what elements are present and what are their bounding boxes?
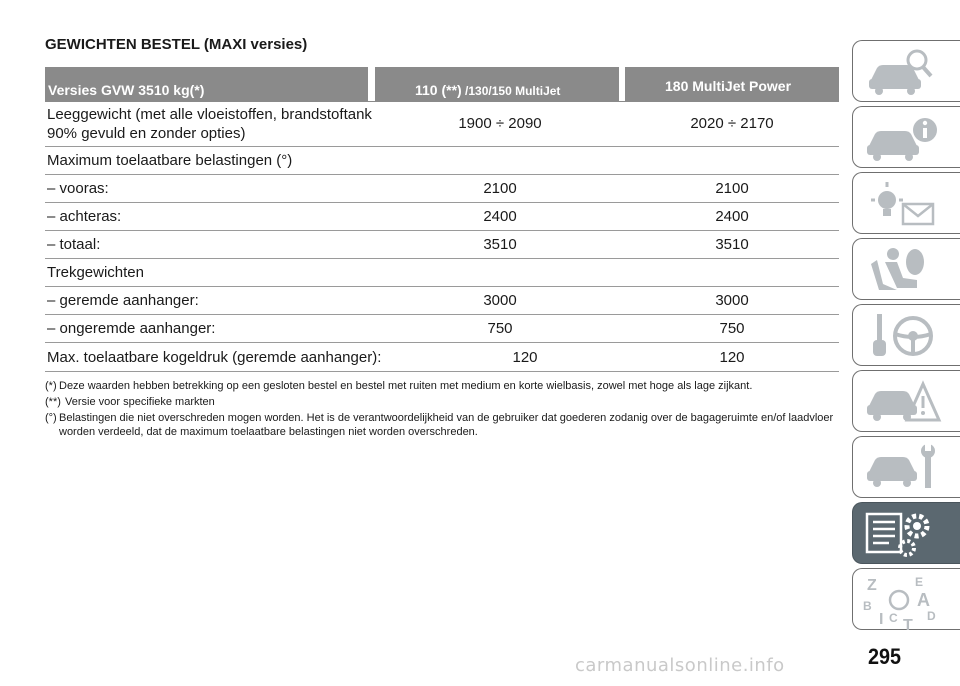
tab-seat-airbag[interactable] [852,238,960,300]
table-row [45,203,839,231]
footnote-text: Belastingen die niet overschreden mogen worden. Het is de verantwoordelijkheid van de gebruiker dat goederen zodanig over de bagageruimte en/of laadvloer worden verdeeld, dat de maximum toelaatbare belastingen niet worden overschreden. [59,412,834,438]
car-wrench-icon [863,442,943,494]
tab-car-wrench[interactable] [852,436,960,498]
footnote-marker: (*) [45,380,57,392]
footnote [45,395,845,409]
row-value-180: 750 [719,320,745,337]
footnote-text: Versie voor specifieke markten [65,396,215,408]
watermark: carmanualsonline.info [575,655,785,676]
header-110-multijet [375,67,619,101]
section-title: GEWICHTEN BESTEL (MAXI versies) [45,36,308,53]
table-row [45,175,839,203]
table-row [45,147,839,175]
row-value-110: 3000 [483,292,517,309]
row-value-110: 2100 [483,180,517,197]
row-label: – totaal: [47,236,101,253]
table-row [45,259,839,287]
page-number: 295 [868,644,902,669]
svg-text:B: B [863,599,872,613]
footnote-marker: (°) [45,412,57,424]
header-versions: Versies GVW 3510 kg(*) [45,67,368,101]
footnote-marker: (**) [45,396,61,408]
tab-technical-data[interactable] [852,502,960,564]
key-steering-wheel-icon [863,310,943,362]
svg-text:T: T [903,617,913,630]
row-value-110: 750 [487,320,513,337]
svg-text:I: I [879,611,884,628]
header-110-main: 110 (**) [415,82,462,98]
footnotes [45,379,845,441]
row-label: Trekgewichten [47,264,144,281]
row-value-110: 120 [512,348,538,366]
row-value-110: 1900 ÷ 2090 [458,115,542,132]
car-info-icon [863,112,943,164]
header-180-multijet-power: 180 MultiJet Power [625,67,839,101]
footnote-text: Deze waarden hebben betrekking op een gesloten bestel en bestel met ruiten met medium en korte wielbasis, zowel met hoge als lage zijkant. [59,380,753,392]
row-label: – achteras: [47,208,122,225]
car-breakdown-icon [863,376,943,428]
row-label: Max. toelaatbare kogeldruk (geremde aanhanger): [47,348,382,366]
row-label: – ongeremde aanhanger: [47,320,216,337]
tab-car-breakdown[interactable] [852,370,960,432]
row-label: – vooras: [47,180,109,197]
row-value-110: 3510 [483,236,517,253]
header-130-150-small: /130/150 MultiJet [461,84,561,98]
seat-airbag-icon [863,244,943,296]
table-row [45,101,839,147]
footnote [45,411,845,439]
row-label: – geremde aanhanger: [47,292,199,309]
row-value-180: 3510 [715,236,749,253]
row-label: Leeggewicht (met alle vloeistoffen, brandstoftank 90% gevuld en zonder opties) [47,105,372,142]
warning-lights-icon [863,178,943,230]
svg-text:Z: Z [867,577,877,594]
tab-alphabetical-index[interactable] [852,568,960,630]
row-value-180: 120 [719,348,745,366]
alphabetical-index-icon [863,574,943,630]
svg-text:C: C [889,611,898,625]
tab-car-info[interactable] [852,106,960,168]
car-search-icon [863,46,943,98]
tab-car-search[interactable] [852,40,960,102]
svg-text:A: A [917,590,930,610]
row-value-110: 2400 [483,208,517,225]
table-row [45,287,839,315]
table-row [45,343,839,372]
technical-data-icon [863,508,943,560]
svg-text:E: E [915,575,924,589]
svg-text:D: D [927,609,936,623]
tab-key-steering[interactable] [852,304,960,366]
footnote [45,379,845,393]
tab-warning-lights[interactable] [852,172,960,234]
row-value-180: 2100 [715,180,749,197]
table-row [45,231,839,259]
row-value-180: 2400 [715,208,749,225]
table-row [45,315,839,343]
row-value-180: 2020 ÷ 2170 [690,115,774,132]
weights-table [45,67,839,372]
row-value-180: 3000 [715,292,749,309]
table-header [45,67,839,101]
row-label: Maximum toelaatbare belastingen (°) [47,152,293,169]
